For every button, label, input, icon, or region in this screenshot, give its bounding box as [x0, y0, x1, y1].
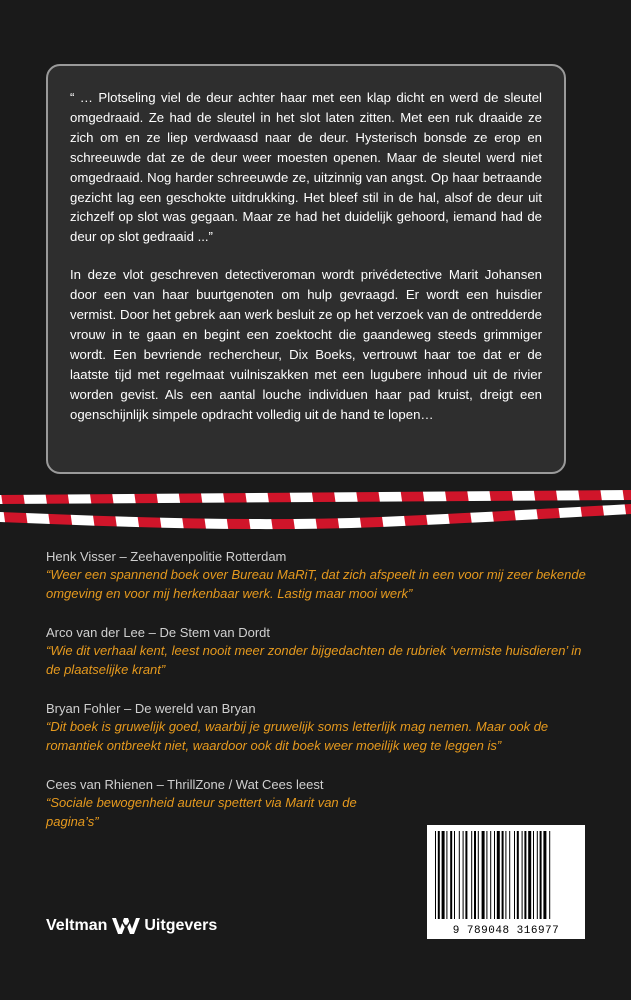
barcode-bar — [549, 831, 550, 919]
barcode-bar — [471, 831, 472, 919]
blurb-summary: In deze vlot geschreven detectiveroman wordt privédetective Marit Johansen door een van haar buurtgenoten om hulp gevraagd. Er wordt een huisdier vermist. Door het gebrek aan werk besluit ze op het verzoek van de ontredderde vrouw in te gaan en begint een zoektocht die gaandeweg steeds grimmiger wordt. Een bevriende rechercheur, Dix Boeks, vertrouwt haar toe dat er de laatste tijd met regelmaat vuilniszakken met een lugubere inhoud uit de rivier worden gevist. Als een aantal louche individuen haar pad kruist, dreigt een ogenschijnlijk simpele opdracht volledig uit de hand te lopen… — [70, 267, 542, 422]
barcode-bar — [459, 831, 460, 919]
barcode-bar — [494, 831, 495, 919]
barcode-bar — [450, 831, 452, 919]
review-quote: “Sociale bewogenheid auteur spettert via Marit van de pagina’s” — [46, 795, 357, 829]
review-quote: “Wie dit verhaal kent, leest nooit meer zonder bijgedachten de rubriek ‘vermiste huisdieren’ in de plaatselijke krant” — [46, 643, 582, 677]
review-source: Henk Visser – Zeehavenpolitie Rotterdam — [46, 549, 287, 564]
barcode-bars — [433, 831, 579, 921]
review-source: Arco van der Lee – De Stem van Dordt — [46, 625, 271, 640]
barcode-bar — [478, 831, 479, 919]
barcode-bar — [438, 831, 440, 919]
barcode-bar — [465, 831, 467, 919]
barcode-bar — [505, 831, 506, 919]
review-item — [46, 776, 606, 831]
review-source: Bryan Fohler – De wereld van Bryan — [46, 701, 256, 716]
barcode-bar — [540, 831, 542, 919]
barcode-bar — [502, 831, 504, 919]
barcode-bar — [482, 831, 485, 919]
review-source: Cees van Rhienen – ThrillZone / Wat Cees leest — [46, 777, 324, 792]
barcode-bar — [533, 831, 534, 919]
review-item — [46, 548, 606, 603]
barcode-bar — [522, 831, 523, 919]
tape-strip-lower — [0, 504, 631, 529]
barcode-bar — [486, 831, 487, 919]
barcode-number: 9 789048 316977 — [452, 925, 560, 937]
barcode-bar — [528, 831, 531, 919]
publisher-imprint — [46, 914, 217, 938]
barcode-bar — [474, 831, 476, 919]
barcode-bar — [537, 831, 538, 919]
review-quote: “Dit boek is gruwelijk goed, waarbij je gruwelijk soms letterlijk mag nemen. Maar ook de romantiek ontbreekt niet, waardoor ook dit boek weer moeilijk weg te leggen is” — [46, 719, 549, 753]
tape-strip-upper — [0, 490, 631, 504]
publisher-name-left: Veltman — [46, 917, 108, 934]
barcode-bar — [490, 831, 491, 919]
reviews-list — [46, 548, 606, 852]
blurb-excerpt: “ … Plotseling viel de deur achter haar met een klap dicht en werd de sleutel omgedraaid. Ze had de sleutel in het slot laten zitten. Met een ruk draaide ze zich om en ze liep verdwaasd naar de deur. Hysterisch bonsde ze erop en schreeuwde dat ze de deur weer moesten openen. Maar de sleutel werd niet omgedraaid. Nog harder schreeuwde ze, uitzinnig van angst. Op haar betraande gezicht lag een geschokte uitdrukking. Het bleef stil in de hal, alsof de deur uit zichzelf op slot was gegaan. Maar ze had het duidelijk gehoord, iemand had de deur op slot gedraaid ...” — [70, 90, 542, 245]
barcode-bar — [446, 831, 447, 919]
barcode-bar — [497, 831, 500, 919]
barcode-bar — [517, 831, 519, 919]
barcode-bar — [463, 831, 464, 919]
review-item — [46, 700, 606, 755]
barcode-bar — [514, 831, 515, 919]
barcode-bar — [442, 831, 445, 919]
barcode-bar — [454, 831, 455, 919]
review-item — [46, 624, 606, 679]
publisher-name-right: Uitgevers — [144, 917, 218, 934]
police-tape-graphic — [0, 486, 631, 536]
veltman-vv-logo-icon — [111, 916, 141, 936]
blurb-box — [46, 64, 566, 474]
barcode-bar — [524, 831, 526, 919]
barcode-bar — [509, 831, 510, 919]
barcode-bar — [543, 831, 546, 919]
review-quote: “Weer een spannend boek over Bureau MaRiT, dat zich afspeelt in een voor mij zeer bekende omgeving en voor mij herkenbaar werk. Lastig maar mooi werk” — [46, 567, 586, 601]
isbn-barcode — [427, 825, 585, 939]
barcode-bar — [435, 831, 436, 919]
